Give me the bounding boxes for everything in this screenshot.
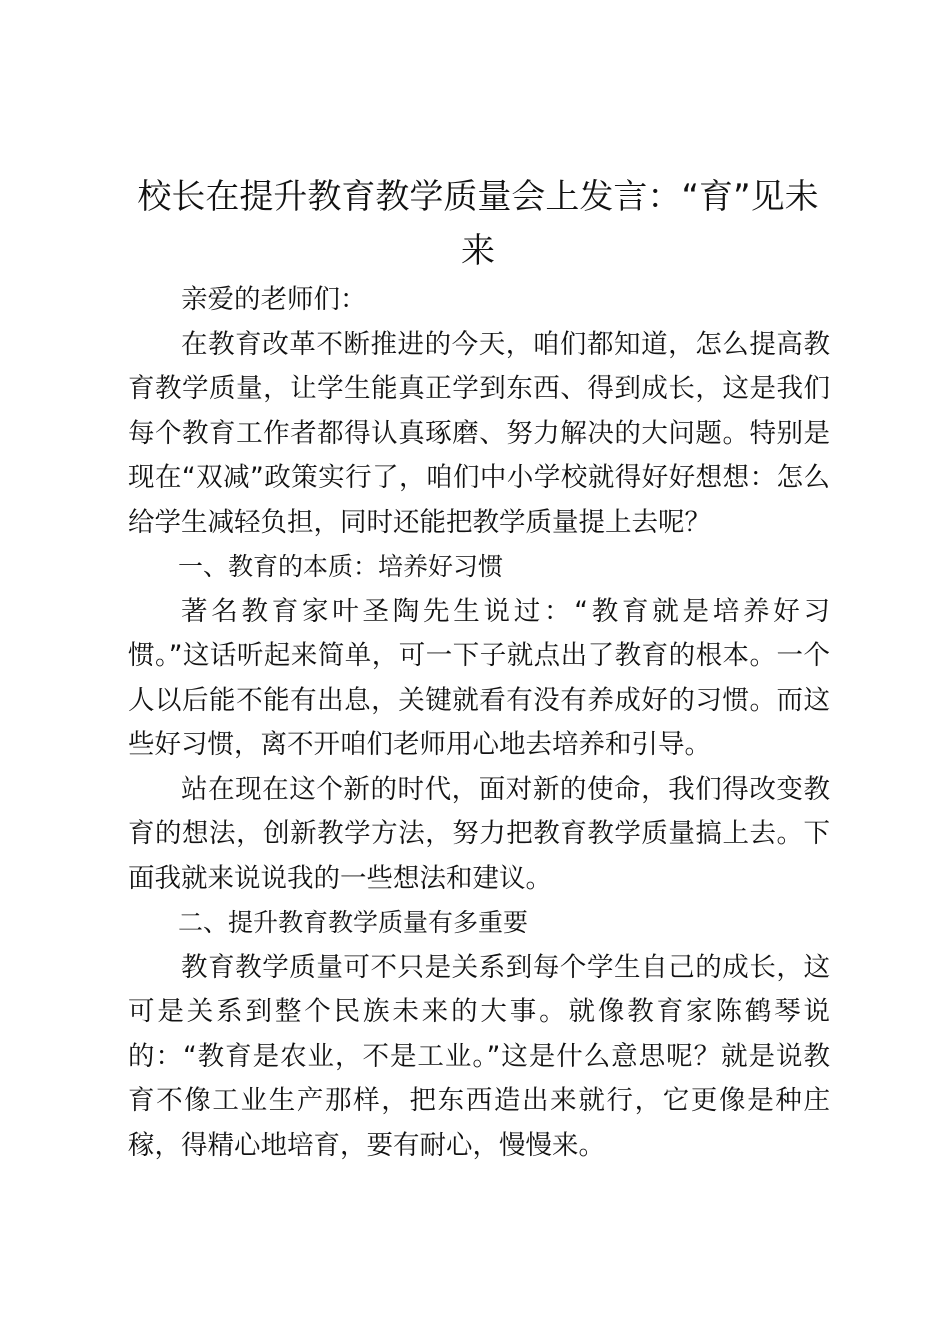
document-title: 校长在提升教育教学质量会上发言：“育”见未来: [137, 177, 819, 271]
document-body: [128, 278, 830, 1168]
paragraph-habits: 著名教育家叶圣陶先生说过：“教育就是培养好习惯。”这话听起来简单，可一下子就点出了教育的根本。一个人以后能不能有出息，关键就看有没有养成好的习惯。而这些好习惯，离不开咱们老师用心地去培养和引导。: [128, 595, 830, 760]
section-heading-2: 二、提升教育教学质量有多重要: [178, 908, 529, 937]
intro-paragraph: 在教育改革不断推进的今天，咱们都知道，怎么提高教育教学质量，让学生能真正学到东西、得到成长，这是我们每个教育工作者都得认真琢磨、努力解决的大问题。特别是现在“双减”政策实行了，咱们中小学校就得好好想想：怎么给学生减轻负担，同时还能把教学质量提上去呢？: [128, 328, 830, 538]
paragraph-importance: 教育教学质量可不只是关系到每个学生自己的成长，这可是关系到整个民族未来的大事。就像教育家陈鹤琴说的：“教育是农业，不是工业。”这是什么意思呢？就是说教育不像工业生产那样，把东西造出来就行，它更像是种庄稼，得精心地培育，要有耐心，慢慢来。: [128, 951, 830, 1161]
section-heading-1: 一、教育的本质：培养好习惯: [178, 552, 504, 581]
paragraph-new-era: 站在现在这个新的时代，面对新的使命，我们得改变教育的想法，创新教学方法，努力把教育教学质量搞上去。下面我就来说说我的一些想法和建议。: [128, 773, 830, 894]
salutation: 亲爱的老师们：: [181, 284, 367, 315]
